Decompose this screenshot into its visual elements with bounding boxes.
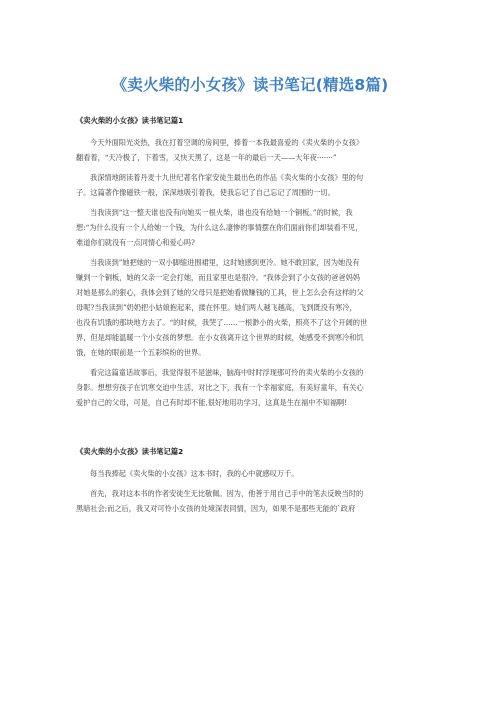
paragraph (76, 486, 424, 516)
paragraph (76, 365, 424, 410)
paragraph (76, 205, 424, 250)
paragraph-line: 看完这篇童话故事后，我觉得很不是滋味，脑海中时时浮现那可怜的卖火柴的小女孩的 (90, 368, 364, 377)
paragraph-line: 翻看着，“天冷极了，下着雪，又快天黑了，这是一年的最后一天——大年夜·······” (76, 153, 337, 162)
section-heading: 《卖火柴的小女孩》读书笔记篇1 (76, 116, 184, 125)
paragraph-line: 当我读到”她把她的一双小脚缩进围裙里，这时她感到更冷。她不敢回家，因为她没有 (90, 258, 360, 267)
paragraph (76, 466, 424, 481)
paragraph-line: 对她是那么的狠心，我体会到了她的父母只是把她看做赚钱的工具，世上怎么会有这样的父 (76, 288, 364, 297)
document-title: 《卖火柴的小女孩》读书笔记(精选8篇) (111, 76, 389, 94)
paragraph-line: 黑暗社会;而之后，我又对可怜小女孩的处境深表同情，因为，如果不是那些无能的`政府 (76, 504, 356, 513)
paragraph-line: 每当我捧起《卖火柴的小女孩》这本书时，我的心中就感叹万千。 (90, 469, 299, 478)
paragraph-line: 爱护自己的父母，可是，自己有时却不能,很好地用功学习，这真是生在福中不知福啊! (76, 398, 348, 407)
paragraph-line: 也没有饥饿的那块地方去了。“的时候，我哭了……一根渺小的火柴，照亮不了这个开阔的世 (76, 318, 368, 327)
paragraph-line: 母呢?当我读到”奶奶把小姑娘抱起来，搂在怀里。她们两人越飞越高，飞到既没有寒冷， (76, 303, 357, 312)
paragraph (76, 170, 424, 200)
paragraph-line: 我深情地朗读着丹麦十九世纪著名作家安徒生最出色的作品《卖火柴的小女孩》里的句 (90, 173, 364, 182)
paragraph-line: 饿，在她的眼前是一个五彩缤纷的世界。 (76, 348, 206, 357)
paragraph-line: 当我读到“这一整天谁也没有向她买一根火柴，谁也没有给她一个铜板。”的时候，我 (90, 208, 353, 217)
paragraph-line: 身影。想想穷孩子在饥寒交迫中生活，对比之下，我有一个幸福家庭，有美好童年，有关心 (76, 383, 364, 392)
paragraph-line: 子。这篇著作像磁铁一般，深深地吸引着我，使我忘记了自己忘记了周围的一切。 (76, 188, 335, 197)
paragraph-line: 想:“为什么没有一个人给她一个钱，为什么这么凄惨的事情摆在你们面前你们却装看不见， (76, 223, 363, 232)
paragraph (76, 135, 424, 165)
paragraph-line: 赚到一个铜板，她的父亲一定会打她，而且家里也是很冷。“我体会到了小女孩的爸爸妈妈 (76, 273, 360, 282)
section-heading: 《卖火柴的小女孩》读书笔记篇2 (76, 447, 184, 456)
paragraph-line: 今天外面阳光炎热，我在打着空调的房间里，捧着一本我最喜爱的《卖火柴的小女孩》 (90, 138, 364, 147)
paragraph (76, 255, 424, 360)
paragraph-line: 难道你们就没有一点同情心和爱心吗? (76, 238, 195, 247)
document-body (76, 115, 424, 516)
paragraph-line: 界，但是却能温暖一个小女孩的梦想。在小女孩离开这个世界的时候，她感受不到寒冷和饥 (76, 333, 364, 342)
paragraph-line: 首先，我对这本书的作者安徒生无比敬佩。因为，他善于用自己手中的笔去反映当时的 (90, 489, 364, 498)
